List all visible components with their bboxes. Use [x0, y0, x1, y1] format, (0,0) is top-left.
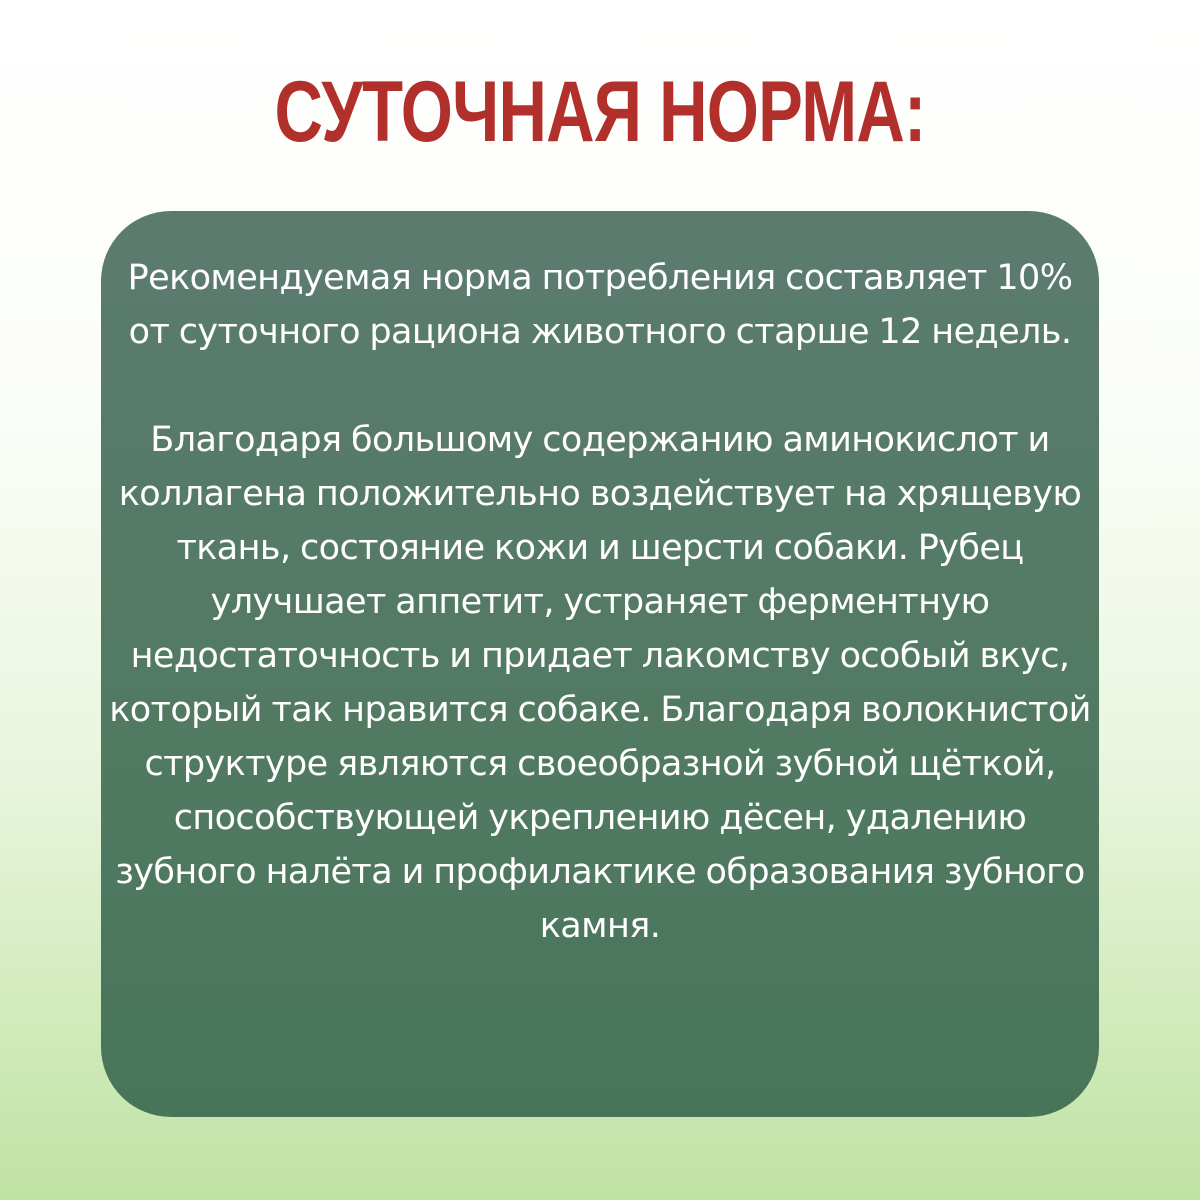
dosage-paragraph: Рекомендуемая норма потребления составляет 10% от суточного рациона животного старше 12 недель.	[127, 258, 1073, 352]
info-card	[101, 211, 1099, 1117]
page-title: СУТОЧНАЯ НОРМА:	[274, 64, 926, 160]
benefits-paragraph: Благодаря большому содержанию аминокислот и коллагена положительно воздействует на хрящевую ткань, состояние кожи и шерсти собаки. Рубец улучшает аппетит, устраняет ферментную недостаточность и придает лакомству особый вкус, который так нравится собаке. Благодаря волокнистой структуре являются своеобразной зубной щёткой, способствующей укреплению дёсен, удалению зубного налёта и профилактике образования зубного камня.	[109, 420, 1091, 946]
